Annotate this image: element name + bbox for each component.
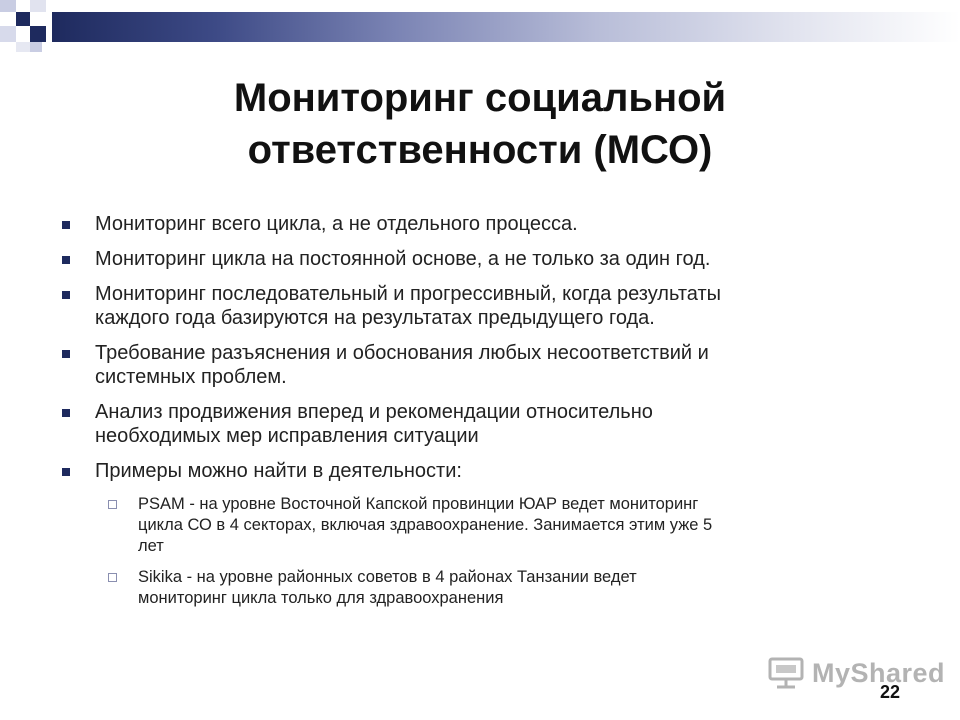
sub-bullet-text: PSAM - на уровне Восточной Капской провинции ЮАР ведет мониторинг (138, 495, 699, 513)
bullet-text: Мониторинг цикла на постоянной основе, а не только за один год. (95, 248, 711, 270)
bullet-list (60, 212, 860, 619)
square-bullet-icon (62, 350, 70, 358)
bullet-item (60, 212, 860, 236)
sub-bullet-item (60, 494, 860, 557)
hollow-square-bullet-icon (108, 500, 117, 509)
bullet-item (60, 459, 860, 483)
square-bullet-icon (62, 468, 70, 476)
bullet-item (60, 247, 860, 271)
slide-title (80, 72, 880, 176)
square-bullet-icon (62, 221, 70, 229)
header-gradient-bar (52, 12, 960, 42)
bullet-text: каждого года базируются на результатах предыдущего года. (95, 307, 655, 329)
bullet-item (60, 282, 860, 330)
bullet-text: системных проблем. (95, 366, 287, 388)
presentation-screen-icon (768, 656, 804, 690)
square-bullet-icon (62, 409, 70, 417)
sub-bullet-text: Sikika - на уровне районных советов в 4 районах Танзании ведет (138, 568, 637, 586)
hollow-square-bullet-icon (108, 573, 117, 582)
bullet-item (60, 341, 860, 389)
bullet-text: необходимых мер исправления ситуации (95, 425, 479, 447)
bullet-text: Мониторинг всего цикла, а не отдельного процесса. (95, 213, 578, 235)
watermark (768, 656, 945, 690)
square-bullet-icon (62, 291, 70, 299)
bullet-text: Мониторинг последовательный и прогрессивный, когда результаты (95, 283, 721, 305)
bullet-text: Требование разъяснения и обоснования любых несоответствий и (95, 342, 709, 364)
page-number: 22 (880, 682, 901, 702)
square-bullet-icon (62, 256, 70, 264)
bullet-item (60, 400, 860, 448)
title-line-2: ответственности (МСО) (247, 128, 713, 172)
sub-bullet-item (60, 567, 860, 609)
bullet-text: Анализ продвижения вперед и рекомендации относительно (95, 401, 653, 423)
title-line-1: Мониторинг социальной (233, 76, 727, 120)
bullet-text: Примеры можно найти в деятельности: (95, 460, 462, 482)
sub-bullet-text: мониторинг цикла только для здравоохранения (138, 589, 504, 607)
sub-bullet-text: лет (138, 537, 164, 555)
sub-bullet-text: цикла СО в 4 секторах, включая здравоохранение. Занимается этим уже 5 (138, 516, 713, 534)
watermark-text: MyShared (812, 657, 946, 688)
